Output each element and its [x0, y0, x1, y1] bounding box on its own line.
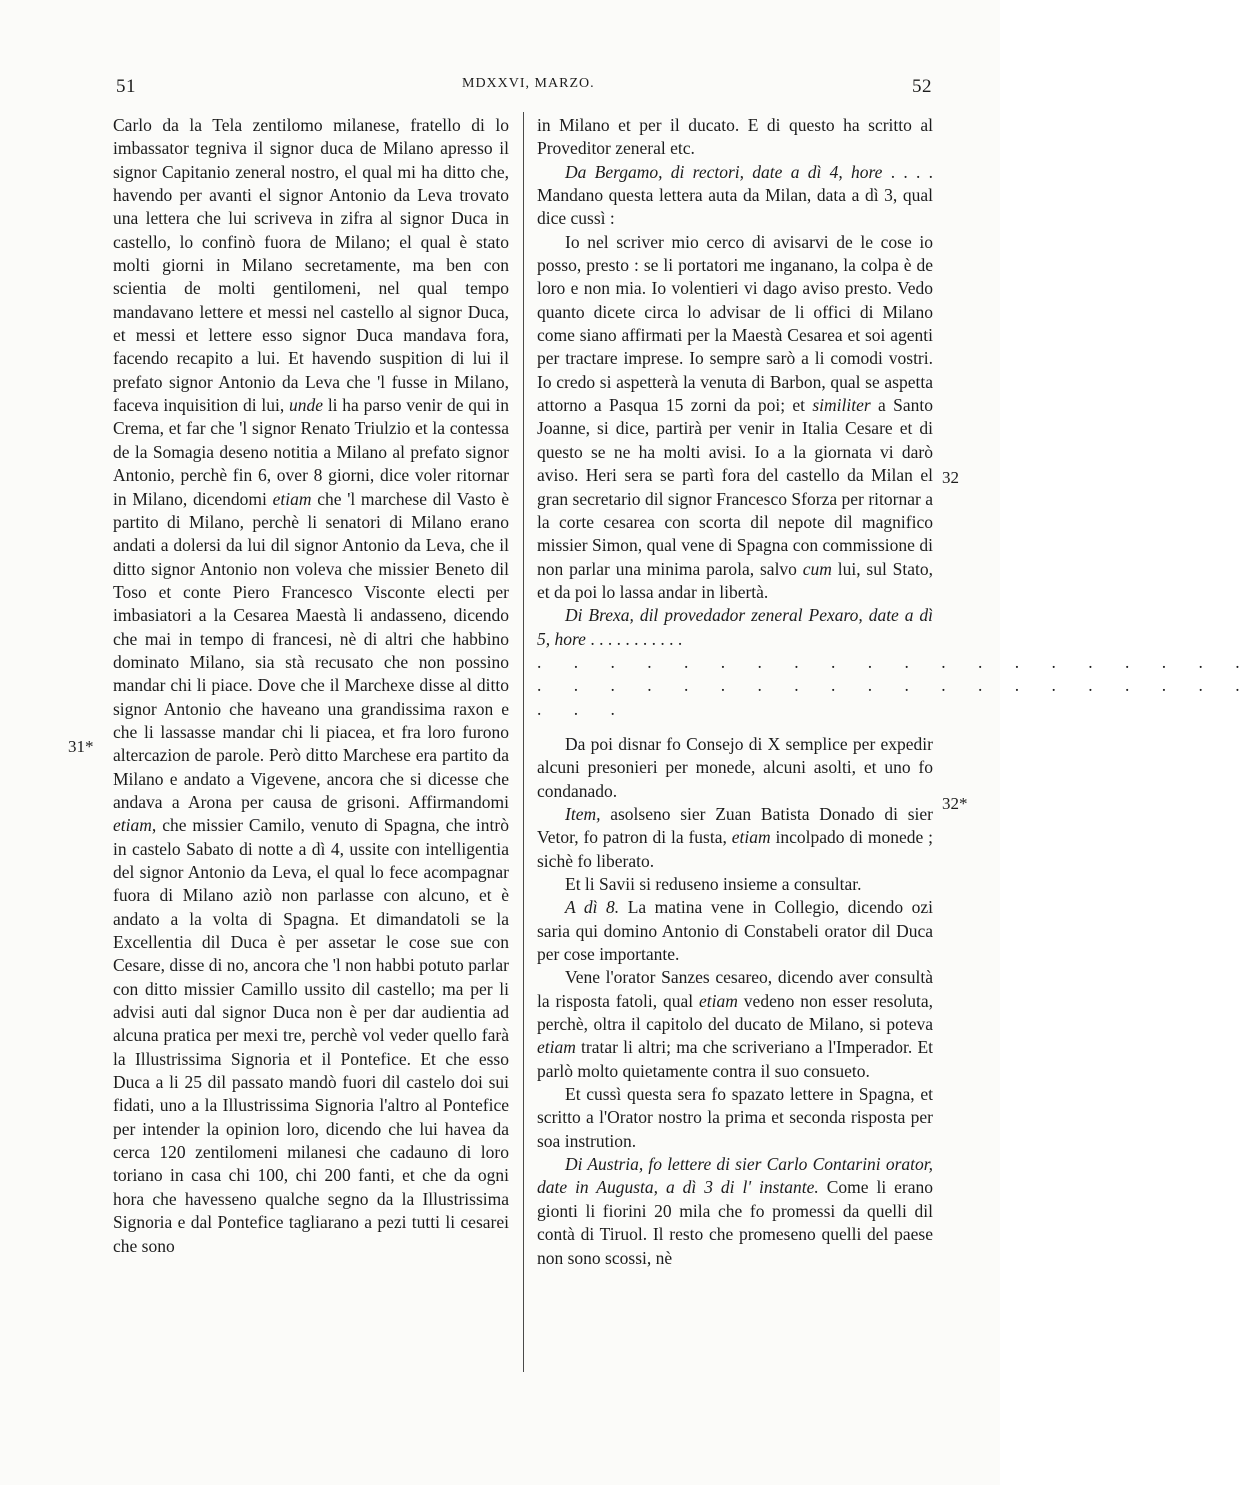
text-run: tratar li altri; ma che scriveriano a l'Imperador. Et parlò molto quietamente contra il suo consueto.	[537, 1037, 933, 1081]
right-paragraph	[537, 231, 933, 605]
text-run: , che missier Camilo, venuto di Spagna, che intrò in castelo Sabato di notte a dì 4, ussite con intelligentia del signor Antonio da Leva, el qual lo fece acompagnar fuora di Milano aziò non parlasse con alcuno, et è andato a la volta di Spagna. Et dimandatoli se la Excellentia dil Duca è per assetar le cose sue con Cesare, disse di no, ancora che 'l non habbi potuto parlar con ditto missier Camillo ussito dil castello; ma per li advisi auti dal signor Duca non è per dar audientia ad alcuna pratica per mexi tre, perchè vol veder quello farà la Illustrissima Signoria et il Pontefice. Et che esso Duca a li 25 dil passato mandò fuori dil castelo doi sui fidati, uno a la Illustrissima Signoria l'altro al Pontefice per intender la opinion loro, dicendo che lui havea da cerca 120 zentilomeni milanesi che cadauno di loro toriano in casa chi 100, chi 200 fanti, et che da ogni hora che havesseno qualche segno da la Illustrissima Signoria e dal Pontefice tagliarano a pezi tutti li cesarei che sono	[113, 815, 509, 1256]
left-paragraph	[113, 114, 509, 1258]
left-page-number: 51	[116, 76, 136, 97]
text-run: incolpado di monede ; sichè fo liberato.	[537, 827, 933, 871]
text-run: asolseno sier Zuan Batista Donado di sier Vetor, fo patron di la fusta,	[537, 803, 933, 848]
ellipsis-line: . . . . . . . . . . . . . . . . . . . .	[537, 675, 1254, 696]
right-paragraph	[537, 803, 933, 873]
right-page-number: 52	[912, 76, 932, 97]
margin-mark-32-star: 32*	[942, 794, 968, 813]
right-paragraph	[537, 896, 933, 966]
right-paragraph	[537, 1153, 933, 1270]
right-paragraph: Et li Savii si reduseno insieme a consultar.	[565, 874, 862, 894]
text-run: . . . . . . . . . . .	[585, 628, 683, 649]
right-paragraph: Et cussì questa sera fo spazato lettere in Spagna, et scritto a l'Orator nostro la prima et seconda risposta per soa instrution.	[537, 1084, 933, 1151]
italic-heading: Da Bergamo, di rectori, date a dì 4, hore	[565, 161, 883, 182]
text-run: che 'l marchese dil Vasto è partito di Milano, perchè li senatori di Milano erano andati a dolersi da lui dil signor Antonio da Leva, che il ditto signor Antonio non voleva che missier Beneto dil Toso et conte Piero Francesco Visconte electi per imbasiatori a la Cesarea Maestà li andasseno, dicendo che mai in tempo di francesi, nè di altri che habbino dominato Milano, sia stà recusato che non possino mandar chi li piace. Dove che il Marchexe disse al ditto signor Antonio che haveano una grandissima raxon e che li lassasse mandar chi li piacea, et fra loro furono altercazion de parole. Però ditto Marchese era partito da Milano e andato a Vigevene, ancora che si dicesse che andava a Arona per causa de grisoni. Affirmandomi	[113, 488, 509, 812]
text-run: La matina vene in Collegio, dicendo ozi saria qui domino Antonio di Constabeli orator dil Duca per cose importante.	[537, 897, 933, 965]
italic-term: unde	[289, 395, 324, 416]
italic-term: etiam	[537, 1037, 576, 1058]
right-paragraph	[537, 161, 933, 231]
right-paragraph	[537, 604, 933, 651]
italic-term: cum	[802, 558, 832, 579]
right-paragraph	[537, 966, 933, 1083]
italic-term: etiam	[113, 815, 152, 836]
text-run: . . . . Mandano questa lettera auta da Milan, data a dì 3, qual dice cussì :	[537, 161, 934, 229]
text-run: lui, sul Stato, et da poi lo lassa andar in libertà.	[537, 558, 934, 602]
italic-term: Item,	[565, 803, 601, 824]
italic-heading: Di Austria, fo lettere di sier Carlo Contarini orator, date in Augusta, a dì 3 di l' instante.	[537, 1154, 933, 1198]
italic-date: A dì 8.	[565, 897, 620, 918]
column-divider	[523, 112, 524, 1372]
ellipsis-line: . . .	[537, 698, 629, 719]
ellipsis-line: . . . . . . . . . . . . . . . . . . . .	[537, 651, 1254, 672]
margin-mark-31: 31*	[68, 737, 94, 756]
text-run: li ha parso venir de qui in Crema, et far che 'l signor Renato Triulzio et la contessa de la Somagia deseno notitia a Milano al prefato signor Antonio, perchè fin 6, over 8 giorni, dice voler ritornar in Milano, dicendomi	[113, 395, 509, 509]
italic-term: similiter	[812, 395, 871, 416]
text-run: Io nel scriver mio cerco di avisarvi de le cose io posso, presto : se li portatori me inganano, la colpa è de loro e non mia. Io volentieri vi dago aviso presto. Vedo quanto dicete circa lo advisar de li offici di Milano come siano affirmati per la Maestà Cesarea et soi agenti per tractare imprese. Io sempre sarò a li comodi vostri. Io credo si aspetterà la venuta di Barbon, qual se aspetta attorno a Pasqua 15 zorni da poi; et	[537, 231, 933, 416]
text-run: a Santo Joanne, si dice, partirà per venir in Italia Cesare et di questo se ne ha molti avisi. Io a la giornata vi darò aviso. Heri sera se partì fora del castello da Milan el gran secretario dil signor Francesco Sforza per ritornar a la corte cesarea con scorta dil nepote dil magnifico missier Simon, qual vene di Spagna con commissione di non parlar una minima parola, salvo	[537, 395, 933, 579]
right-paragraph: in Milano et per il ducato. E di questo ha scritto al Proveditor zeneral etc.	[537, 115, 933, 159]
text-run: Vene l'orator Sanzes cesareo, dicendo aver consultà la risposta fatoli, qual	[537, 967, 933, 1011]
running-header: MDXXVI, MARZO.	[462, 76, 595, 91]
text-run: Carlo da la Tela zentilomo milanese, fratello di lo imbassator tegniva il signor duca de Milano apresso il signor Capitanio zeneral nostro, el qual mi ha ditto che, havendo per avanti el signor Antonio da Leva trovato una lettera che lui scriveva in zifra al signor Duca in castello, lo confinò fuora de Milano; el qual è stato molti giorni in Milano secretamente, ma ben con scientia de molti gentilomeni, nel qual tempo mandavano lettere et messi nel castello al signor Duca, et messi et lettere esso signor Duca mandava fora, facendo recapito a lui. Et havendo suspition di lui il prefato signor Antonio da Leva che 'l fusse in Milano, faceva inquisition di lui,	[113, 115, 509, 416]
italic-term: etiam	[272, 488, 312, 509]
margin-mark-32: 32	[942, 468, 959, 487]
text-run: Come li erano gionti li fiorini 20 mila che fo promessi da quelli dil contà di Tiruol. Il resto che promeseno quelli del paese non sono scossi, nè	[537, 1177, 934, 1268]
italic-term: etiam	[699, 990, 738, 1011]
italic-term: etiam	[731, 827, 771, 848]
text-run: vedeno non esser resoluta, perchè, oltra il capitolo del ducato de Milano, si poteva	[537, 990, 933, 1035]
left-column	[113, 114, 509, 1258]
right-paragraph: Da poi disnar fo Consejo di X semplice per expedir alcuni presonieri per monede, alcuni asolti, et uno fo condanado.	[537, 733, 933, 801]
italic-heading: Di Brexa, dil provedador zeneral Pexaro, date a dì 5, hore	[537, 605, 933, 649]
